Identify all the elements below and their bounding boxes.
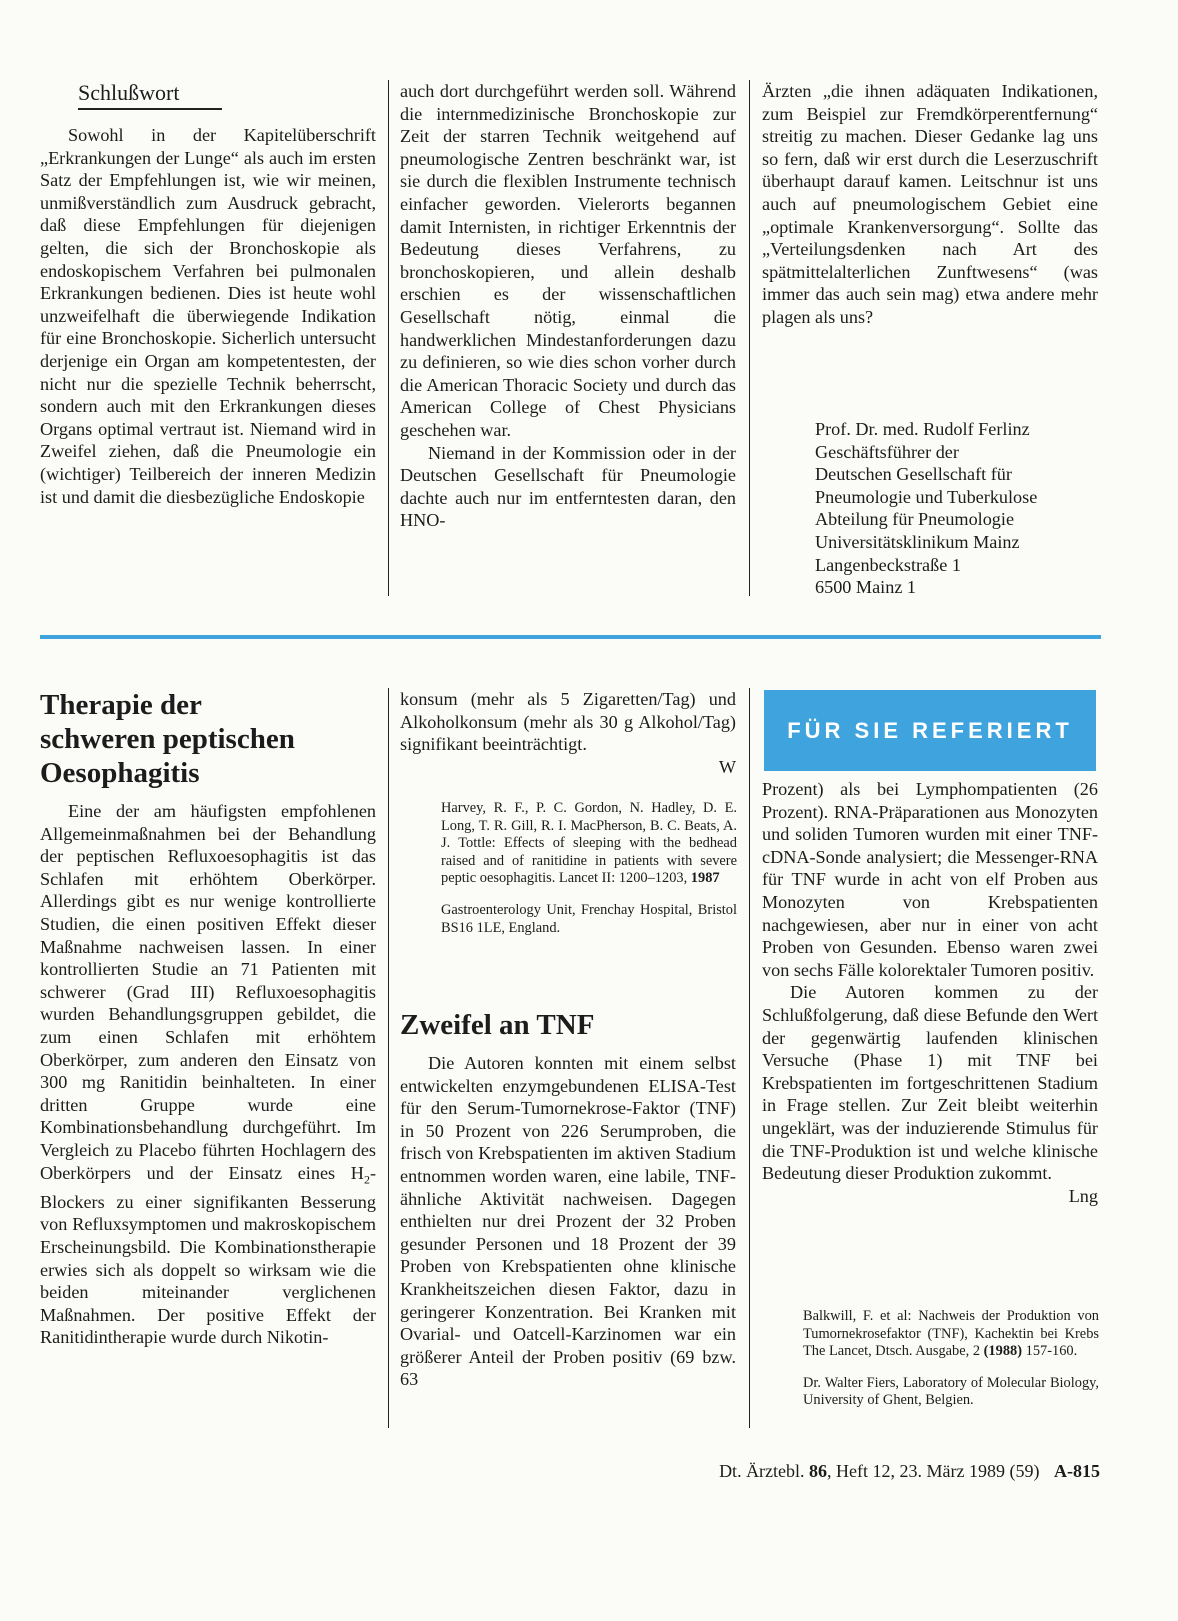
article-tnf-continued xyxy=(762,778,1098,1207)
reference-citation xyxy=(441,800,737,888)
article-body xyxy=(40,800,376,1349)
signature-line: Universitätsklinikum Mainz xyxy=(815,531,1020,552)
signature-line: 6500 Mainz 1 xyxy=(815,577,917,598)
subscript: 2 xyxy=(363,1172,370,1187)
text-run: Die Autoren kommen zu der Schlußfolgerung, daß diese Befunde den Wert der gegenwärtig laufenden klinischen Versuche (Phase 1) mit TNF bei Krebspatienten im fortgeschrittenen Stadium in Frage stellen. Zur Zeit bleibt weiterhin ungeklärt, was der induzierende Stimulus für die TNF-Produktion ist und welche klinische Bedeutung dieser Produktion zukommt. xyxy=(762,982,1098,1184)
title-line: Therapie der xyxy=(40,689,202,721)
signature-line: Geschäftsführer der xyxy=(815,441,959,462)
reference-address: Dr. Walter Fiers, Laboratory of Molecular Biology, University of Ghent, Belgien. xyxy=(803,1374,1099,1409)
column-divider xyxy=(749,80,750,596)
schlusswort-column-2 xyxy=(400,80,736,532)
signature-line: Langenbeckstraße 1 xyxy=(815,554,961,575)
article-title xyxy=(40,688,380,790)
schlusswort-paragraph: Sowohl in der Kapitelüberschrift „Erkrankungen der Lunge“ als auch im ersten Satz der Empfehlungen ist, wie wir meinen, unmißverständlich zum Ausdruck gebracht, daß diese Empfehlungen für diejenigen gelten, die sich der Bronchoskopie als endoskopischem Verfahren bei pulmonalen Erkrankungen bedienen. Dies ist heute wohl unzweifelhaft die überwiegende Indikation für eine Bronchoskopie. Sicherlich untersucht derjenige ein Organ am kompetentesten, der nicht nur die spezielle Technik beherrscht, sondern auch mit den Erkrankungen dieses Organs optimal vertraut ist. Niemand wird in Zweifel ziehen, daß die Pneumologie ein (wichtiger) Teilbereich der inneren Medizin ist und damit die diesbezügliche Endoskopie xyxy=(40,125,376,507)
section-separator xyxy=(40,635,1101,639)
signature-line: Pneumologie und Tuberkulose xyxy=(815,486,1038,507)
page-number: A-815 xyxy=(1054,1461,1100,1481)
article-paragraph: konsum (mehr als 5 Zigaretten/Tag) und Alkoholkonsum (mehr als 30 g Alkohol/Tag) signifikant beeinträchtigt. xyxy=(400,689,736,755)
column-divider xyxy=(388,80,389,596)
section-heading-schlusswort: Schlußwort xyxy=(78,80,222,110)
reference-pages: 157-160. xyxy=(1025,1343,1078,1360)
article-paragraph: Die Autoren konnten mit einem selbst entwickelten enzymgebundenen ELISA-Test für den Serum-Tumornekrose-Faktor (TNF) in 50 Prozent von 226 Serumproben, die frisch von Krebspatienten im aktiven Stadium entnommen worden waren, eine labile, TNF-ähnliche Aktivität nachweisen. Dagegen enthielten nur drei Prozent der 32 Proben gesunder Personen und 18 Prozent der 39 Proben von Krebspatienten ohne klinische Krankheitszeichen diesen Faktor, dazu in geringerer Konzentration. Bei Kranken mit Ovarial- und Oatcell-Karzinomen war ein größerer Anteil der Proben positiv (69 bzw. 63 xyxy=(400,1053,736,1390)
page-footer xyxy=(600,1461,1100,1482)
reference-text: Harvey, R. F., P. C. Gordon, N. Hadley, D. E. Long, T. R. Gill, R. I. MacPherson, B. C. Beats, A. J. Tottle: Effects of sleeping with the bedhead raised and of ranitidine in patients with severe peptic oesophagitis. Lancet II: 1200–1203, xyxy=(441,800,737,887)
column-divider xyxy=(388,688,389,1428)
article-tnf-body xyxy=(400,1052,736,1391)
author-signature xyxy=(815,418,1105,599)
journal-volume: 86 xyxy=(809,1461,828,1481)
schlusswort-paragraph: Ärzten „die ihnen adäquaten Indikationen, zum Beispiel zur Fremdkörperentfernung“ streitig zu machen. Dieser Gedanke lag uns so fern, daß wir erst durch die Leserzuschrift überhaupt darauf kamen. Leitschnur ist uns auch auf pneumologischem Gebiet eine „optimale Krankenversorgung“. Sollte das „Verteilungsdenken nach Art des spätmittelalterlichen Zunftwesens“ (was immer das auch sein mag) etwa andere mehr plagen als uns? xyxy=(762,81,1098,327)
reference-block xyxy=(803,1308,1099,1410)
column-divider xyxy=(749,688,750,1428)
reference-text: Balkwill, F. et al: Nachweis der Produktion von Tumornekrosefaktor (TNF), Kachektin bei Krebs The Lancet, Dtsch. Ausgabe, 2 xyxy=(803,1308,1099,1360)
text-run: -Blockers zu einer signifikanten Besserung von Refluxsymptomen und makroskopischem Erscheinungsbild. Die Kombinationstherapie erwies sich als doppelt so wirksam wie die beiden miteinander verglichenen Maßnahmen. Der positive Effekt der Ranitidintherapie wurde durch Nikotin- xyxy=(40,1162,376,1348)
article-title-tnf: Zweifel an TNF xyxy=(400,1009,595,1041)
title-line: Oesophagitis xyxy=(40,757,200,789)
category-badge: FÜR SIE REFERIERT xyxy=(764,690,1096,771)
schlusswort-column-1 xyxy=(40,124,376,508)
text-run: Eine der am häufigsten empfohlenen Allgemeinmaßnahmen bei der Behandlung der peptischen Refluxoesophagitis ist das Schlafen mit erhöhtem Oberkörper. Allerdings gibt es nur wenige kontrollierte Studien, die einen positiven Effekt dieser Maßnahme nachweisen lassen. In einer kontrollierten Studie an 71 Patienten mit schwerer (Grad III) Refluxoesophagitis wurden Behandlungsgruppen gebildet, die zum einen Schlafen mit erhöhtem Oberkörper, zum anderen den Einsatz von 300 mg Ranitidin beinhalteten. In einer dritten Gruppe wurde eine Kombinationsbehandlung durchgeführt. Im Vergleich zu Placebo führten Hochlagern des Oberkörpers und der Einsatz eines H xyxy=(40,801,376,1183)
title-line: schweren peptischen xyxy=(40,723,295,755)
journal-name: Dt. Ärztebl. xyxy=(719,1461,805,1481)
article-therapie xyxy=(40,688,380,1349)
signature-line: Deutschen Gesellschaft für xyxy=(815,464,1012,485)
schlusswort-paragraph: auch dort durchgeführt werden soll. Während die internmedizinische Bronchoskopie zur Zeit der starren Technik weitgehend auf pneumologische Zentren beschränkt war, ist sie durch die flexiblen Instrumente technisch einfacher geworden. Vielerorts begannen damit Internisten, in richtiger Erkenntnis der Bedeutung dieses Verfahrens, zu bronchoskopieren, und allein deshalb erschien es der wissenschaftlichen Gesellschaft nötig, einmal die handwerklichen Mindestanforderungen dazu zu definieren, so wie dies schon vorher durch die American Thoracic Society und durch das American College of Chest Physicians geschehen war. xyxy=(400,81,736,440)
reference-block xyxy=(441,800,737,937)
article-therapie-continued xyxy=(400,688,736,778)
article-paragraph xyxy=(40,800,376,1349)
reference-citation xyxy=(803,1308,1099,1361)
signature-line: Abteilung für Pneumologie xyxy=(815,509,1015,530)
reference-year: (1988) xyxy=(983,1343,1023,1360)
issue-info: , Heft 12, 23. März 1989 (59) xyxy=(827,1461,1040,1481)
schlusswort-column-3 xyxy=(762,80,1098,329)
schlusswort-paragraph: Niemand in der Kommission oder in der Deutschen Gesellschaft für Pneumologie dachte auch nur im entferntesten daran, den HNO- xyxy=(400,442,736,531)
signature-line: Prof. Dr. med. Rudolf Ferlinz xyxy=(815,419,1030,439)
author-initial: W xyxy=(718,756,736,777)
reference-year: 1987 xyxy=(690,870,720,887)
article-paragraph: Prozent) als bei Lymphompatienten (26 Prozent). RNA-Präparationen aus Monozyten und soliden Tumoren wurden mit einer TNF-cDNA-Sonde analysiert; die Messenger-RNA für TNF wurde in acht von elf Proben aus Monozyten von Krebspatienten nachgewiesen, aber nur in einer von acht Proben von Gesunden. Ebenso waren zwei von sechs Fälle kolorektaler Tumoren positiv. xyxy=(762,779,1098,980)
reference-address: Gastroenterology Unit, Frenchay Hospital, Bristol BS16 1LE, England. xyxy=(441,901,737,936)
article-paragraph xyxy=(762,981,1098,1206)
author-initial: Lng xyxy=(1068,1185,1098,1206)
